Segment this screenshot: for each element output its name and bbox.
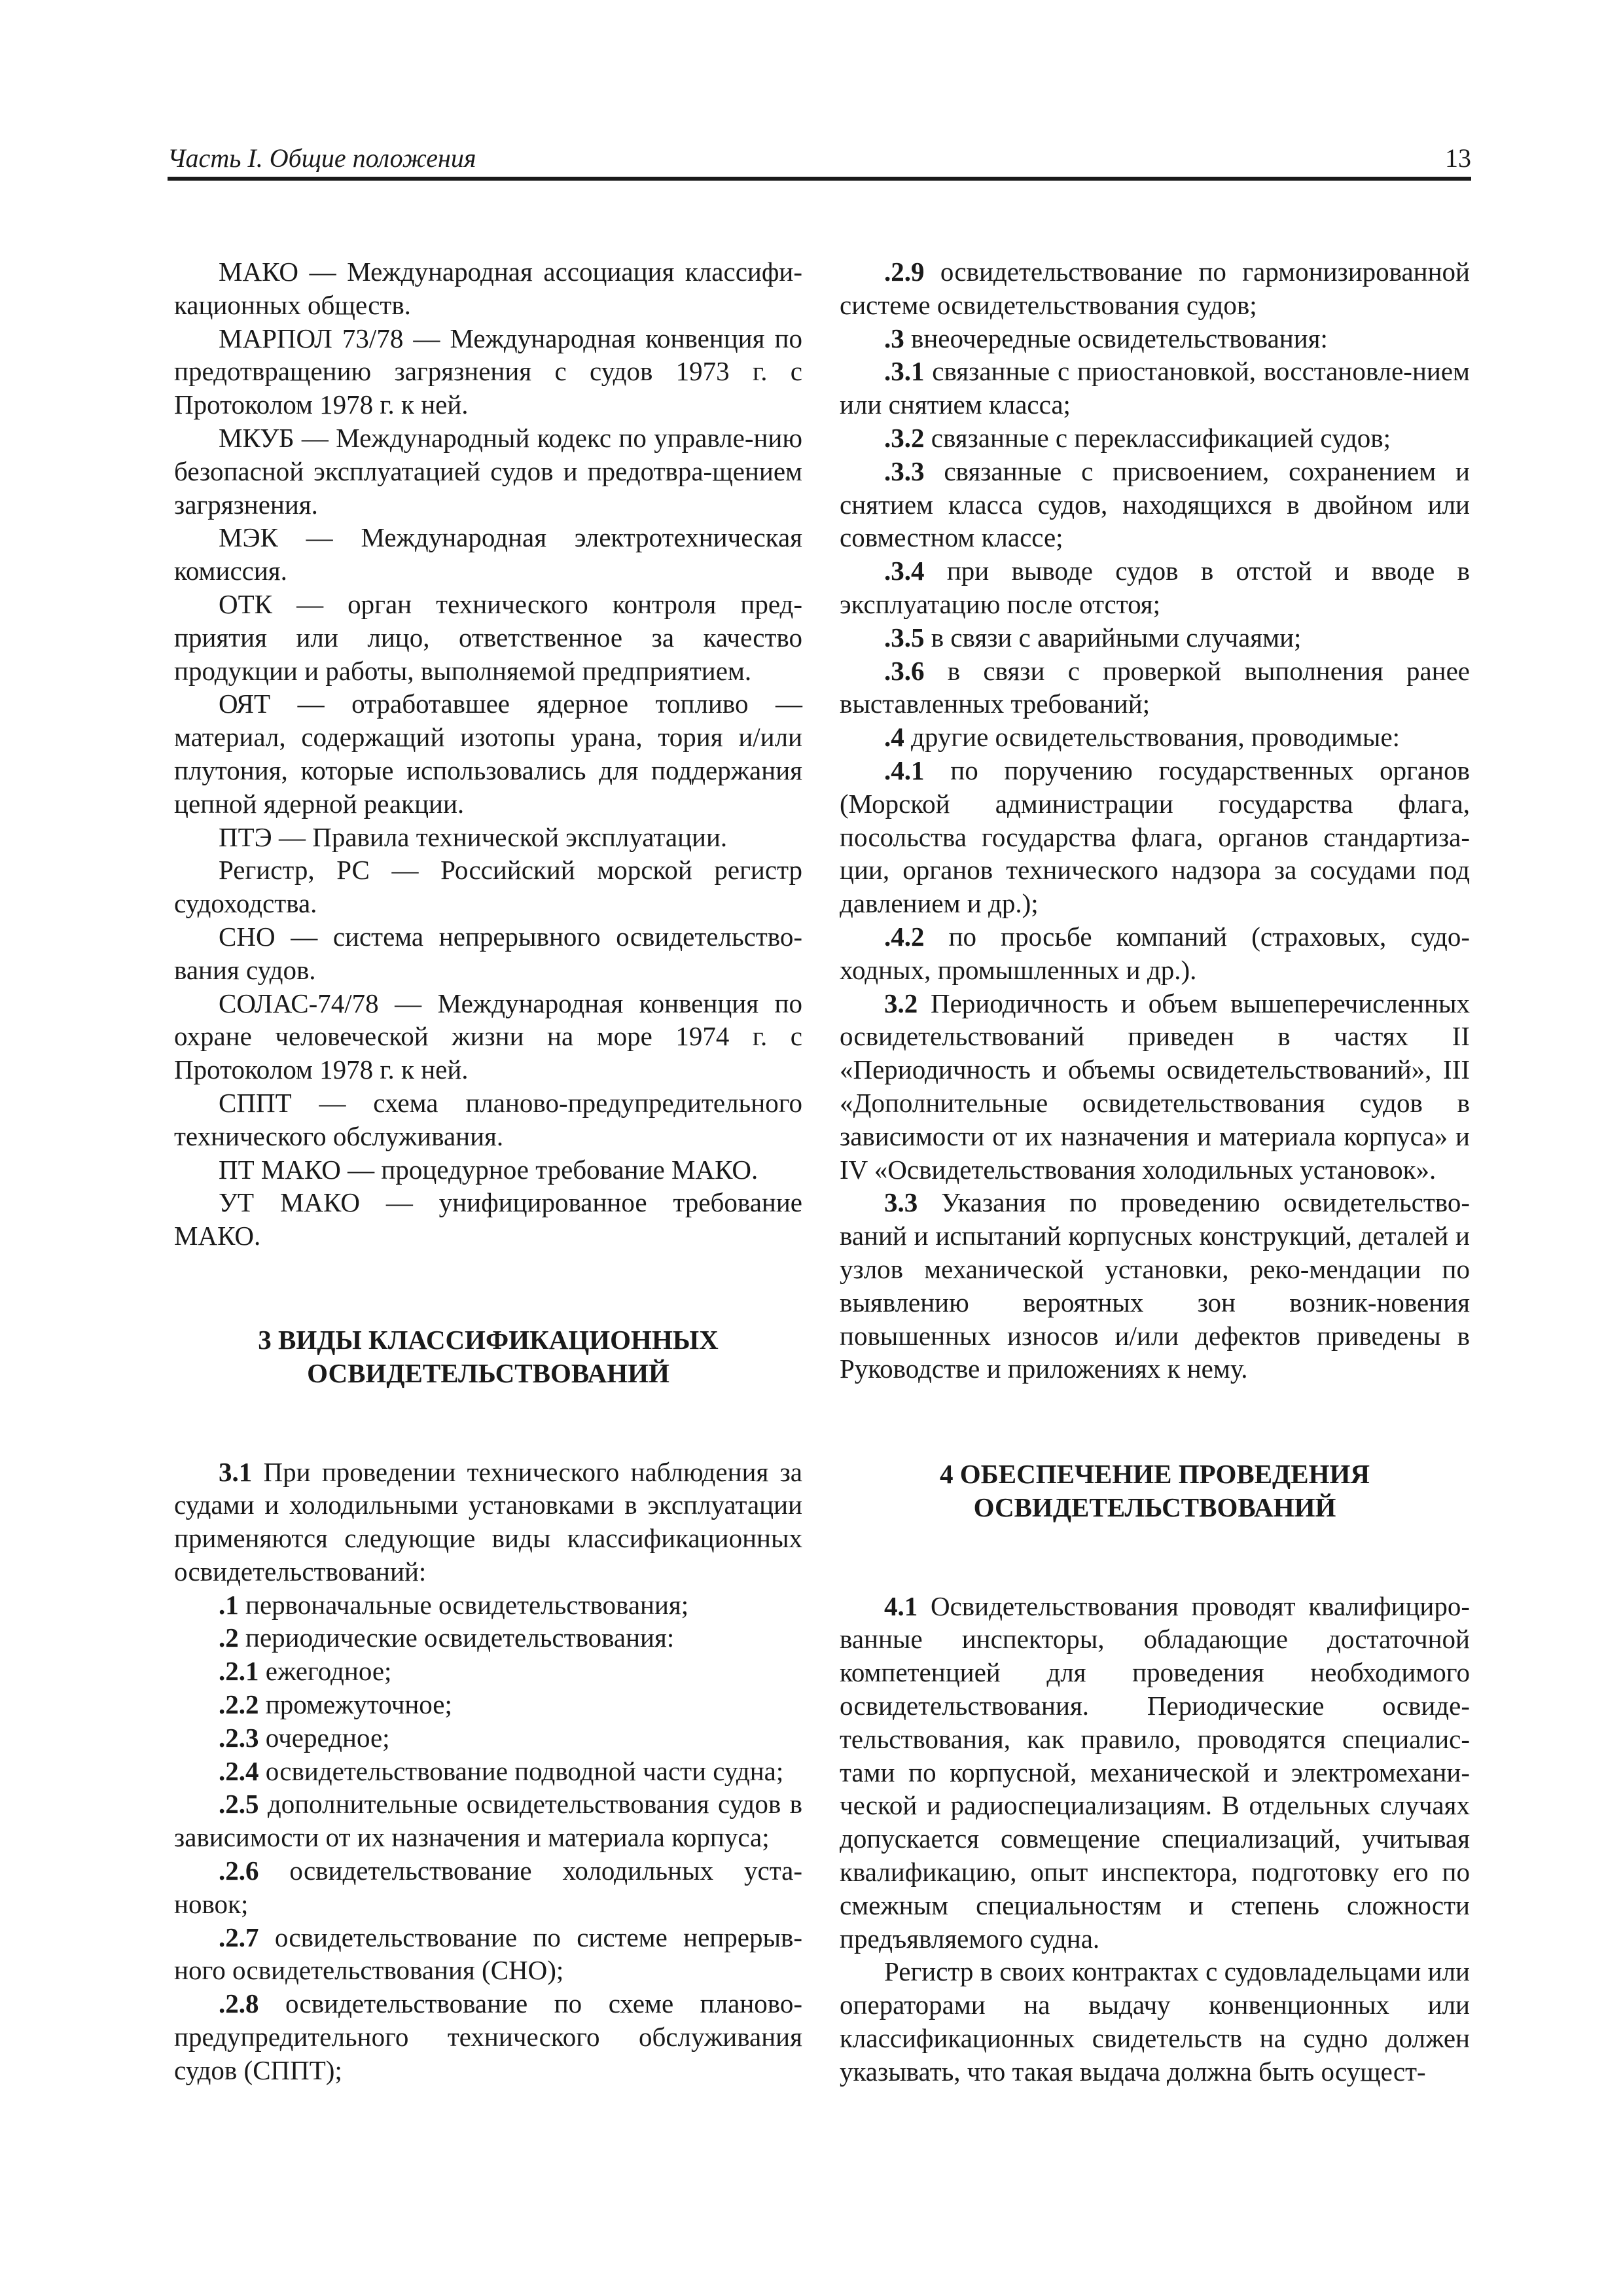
numbered-item bbox=[840, 721, 1470, 754]
item-number: 3.2 bbox=[884, 988, 918, 1018]
item-text: связанные с переклассификацией судов; bbox=[924, 422, 1391, 453]
numbered-item bbox=[840, 754, 1470, 920]
item-text: Освидетельствования проводят квалифициро-ванные инспекторы, обладающие достаточной компетенцией для проведения необходимого освидетельствования. Периодические освиде-тельствования, как правило, проводятся специалис-тами по корпусной, механической и электромехани-ческой и радиоспециализациям. В отдельных случаях допускается совмещение специализаций, учитывая квалификацию, опыт инспектора, подготовку его по смежным специальностям и степень сложности предъявляемого судна. bbox=[840, 1590, 1470, 1954]
item-number: .2.6 bbox=[219, 1856, 259, 1886]
item-number: .4.1 bbox=[884, 755, 925, 785]
item-number: .2.3 bbox=[219, 1722, 259, 1753]
item-text: другие освидетельствования, проводимые: bbox=[904, 722, 1400, 753]
def-item: МАРПОЛ 73/78 — Международная конвенция по предотвращению загрязнения с судов 1973 г. с Протоколом 1978 г. к ней. bbox=[174, 323, 802, 420]
item-text: первоначальные освидетельствования; bbox=[238, 1589, 689, 1620]
numbered-item bbox=[174, 1588, 802, 1622]
item-number: .2.7 bbox=[219, 1922, 259, 1952]
item-text: в связи с аварийными случаями; bbox=[924, 622, 1302, 653]
item-text: При проведении технического наблюдения за судами и холодильными установками в эксплуатации применяются следующие виды классификационных освидетельствований: bbox=[174, 1456, 802, 1587]
numbered-item bbox=[840, 322, 1470, 355]
item-number: .2.5 bbox=[219, 1789, 259, 1820]
page-number: 13 bbox=[1445, 143, 1471, 173]
paragraph: Регистр в своих контрактах с судовладельцами или операторами на выдачу конвенционных или классификационных свидетельств на судно должен указывать, что такая выдача должна быть осущест- bbox=[840, 1956, 1470, 2087]
numbered-item bbox=[174, 1621, 802, 1655]
item-number: .3 bbox=[884, 323, 904, 353]
item-number: .3.6 bbox=[884, 655, 925, 686]
numbered-item bbox=[174, 1921, 802, 1988]
item-number: 3.3 bbox=[884, 1187, 918, 1218]
def-item: ПТ МАКО — процедурное требование МАКО. bbox=[219, 1154, 758, 1185]
item-text: дополнительные освидетельствования судов в зависимости от их назначения и материала корпуса; bbox=[174, 1789, 802, 1853]
def-item: СОЛАС-74/78 — Международная конвенция по охране человеческой жизни на море 1974 г. с Протоколом 1978 г. к ней. bbox=[174, 988, 802, 1085]
running-header bbox=[168, 136, 1471, 181]
numbered-item bbox=[840, 554, 1470, 621]
item-number: .3.3 bbox=[884, 456, 925, 486]
def-item: МКУБ — Международный кодекс по управле-нию безопасной эксплуатацией судов и предотвра-щением загрязнения. bbox=[174, 422, 802, 520]
numbered-item bbox=[174, 1787, 802, 1854]
section-3-heading-line2: ОСВИДЕТЕЛЬСТВОВАНИЙ bbox=[307, 1357, 669, 1388]
left-column bbox=[174, 255, 802, 2087]
def-item: ОЯТ — отработавшее ядерное топливо — материал, содержащий изотопы урана, тория и/или плутония, которые использовались для поддержания цепной ядерной реакции. bbox=[174, 689, 802, 819]
item-text: Периодичность и объем вышеперечисленных освидетельствований приведен в частях II «Периодичность и объемы освидетельствований», III «Дополнительные освидетельствования судов в зависимости от их назначения и материала корпуса» и IV «Освидетельствования холодильных установок». bbox=[840, 988, 1470, 1185]
item-text: очередное; bbox=[259, 1722, 390, 1753]
item-text: освидетельствование по схеме планово-предупредительного технического обслуживания судов (СППТ); bbox=[174, 1988, 802, 2085]
item-number: .2.1 bbox=[219, 1656, 259, 1687]
section-4-heading bbox=[840, 1458, 1470, 1524]
section-4-heading-line1: 4 ОБЕСПЕЧЕНИЕ ПРОВЕДЕНИЯ bbox=[940, 1459, 1370, 1490]
item-text: промежуточное; bbox=[259, 1689, 452, 1720]
numbered-item bbox=[840, 1590, 1470, 1956]
def-item: МАКО — Международная ассоциация классифи-кационных обществ. bbox=[174, 257, 802, 320]
def-item: Регистр, РС — Российский морской регистр судоходства. bbox=[174, 855, 802, 919]
item-text: связанные с приостановкой, восстановле-нием или снятием класса; bbox=[840, 356, 1470, 420]
def-item: УТ МАКО — унифицированное требование МАКО. bbox=[174, 1187, 802, 1251]
item-text: внеочередные освидетельствования: bbox=[904, 323, 1328, 353]
section-3-heading-line1: 3 ВИДЫ КЛАССИФИКАЦИОННЫХ bbox=[258, 1324, 719, 1355]
numbered-item bbox=[840, 255, 1470, 322]
numbered-item bbox=[174, 1688, 802, 1721]
numbered-item bbox=[174, 1854, 802, 1921]
item-number: .4.2 bbox=[884, 921, 925, 952]
section-4-heading-line2: ОСВИДЕТЕЛЬСТВОВАНИЙ bbox=[973, 1492, 1336, 1522]
def-item: СНО — система непрерывного освидетельство-вания судов. bbox=[174, 921, 802, 985]
item-number: .3.1 bbox=[884, 356, 925, 387]
item-number: 4.1 bbox=[884, 1590, 918, 1621]
numbered-item bbox=[840, 987, 1470, 1187]
item-text: освидетельствование холодильных уста-новок; bbox=[174, 1856, 802, 1919]
item-text: ежегодное; bbox=[259, 1656, 392, 1687]
item-number: .3.4 bbox=[884, 556, 925, 586]
numbered-item bbox=[840, 1186, 1470, 1386]
item-number: .3.2 bbox=[884, 422, 925, 453]
item-text: связанные с присвоением, сохранением и снятием класса судов, находящихся в двойном или совместном классе; bbox=[840, 456, 1470, 553]
item-number: .3.5 bbox=[884, 622, 925, 653]
item-text: освидетельствование по гармонизированной системе освидетельствования судов; bbox=[840, 257, 1470, 320]
numbered-item bbox=[174, 1456, 802, 1588]
item-text: по поручению государственных органов (Морской администрации государства флага, посольства государства флага, органов стандартиза-ции, органов технического надзора за сосудами под давлением и др.); bbox=[840, 755, 1470, 919]
numbered-item bbox=[174, 1987, 802, 2087]
item-number: .2.4 bbox=[219, 1755, 259, 1786]
def-item: ОТК — орган технического контроля пред-приятия или лицо, ответственное за качество продукции и работы, выполняемой предприятием. bbox=[174, 588, 802, 686]
numbered-item bbox=[840, 621, 1470, 655]
item-number: 3.1 bbox=[219, 1456, 253, 1487]
numbered-item bbox=[174, 1655, 802, 1688]
item-text: по просьбе компаний (страховых, судо-ходных, промышленных и др.). bbox=[840, 921, 1470, 985]
numbered-item bbox=[840, 655, 1470, 721]
def-item: СППТ — схема планово-предупредительного технического обслуживания. bbox=[174, 1087, 802, 1151]
numbered-item bbox=[840, 355, 1470, 422]
section-3-heading bbox=[174, 1323, 802, 1390]
item-text: в связи с проверкой выполнения ранее выставленных требований; bbox=[840, 655, 1470, 719]
item-number: .2 bbox=[219, 1623, 239, 1653]
numbered-item bbox=[174, 1755, 802, 1788]
def-item: ПТЭ — Правила технической эксплуатации. bbox=[219, 821, 728, 852]
right-column bbox=[840, 255, 1470, 2089]
numbered-item bbox=[840, 455, 1470, 554]
item-text: Указания по проведению освидетельство-ваний и испытаний корпусных конструкций, деталей и узлов механической установки, реко-мендации по выявлению вероятных зон возник-новения повышенных износов и/или дефектов приведены в Руководстве и приложениях к нему. bbox=[840, 1187, 1470, 1384]
numbered-item bbox=[174, 1721, 802, 1755]
numbered-item bbox=[840, 422, 1470, 455]
item-text: освидетельствование по системе непрерыв-ного освидетельствования (СНО); bbox=[174, 1922, 802, 1986]
item-text: периодические освидетельствования: bbox=[238, 1623, 675, 1653]
numbered-item bbox=[840, 920, 1470, 987]
item-number: .2.8 bbox=[219, 1988, 259, 2019]
item-text: при выводе судов в отстой и вводе в эксплуатацию после отстоя; bbox=[840, 556, 1470, 619]
item-text: освидетельствование подводной части судна; bbox=[259, 1755, 784, 1786]
part-title: Часть I. Общие положения bbox=[168, 143, 476, 173]
def-item: МЭК — Международная электротехническая комиссия. bbox=[174, 522, 802, 586]
item-number: .4 bbox=[884, 722, 904, 753]
item-number: .2.9 bbox=[884, 257, 925, 287]
item-number: .2.2 bbox=[219, 1689, 259, 1720]
item-number: .1 bbox=[219, 1589, 239, 1620]
